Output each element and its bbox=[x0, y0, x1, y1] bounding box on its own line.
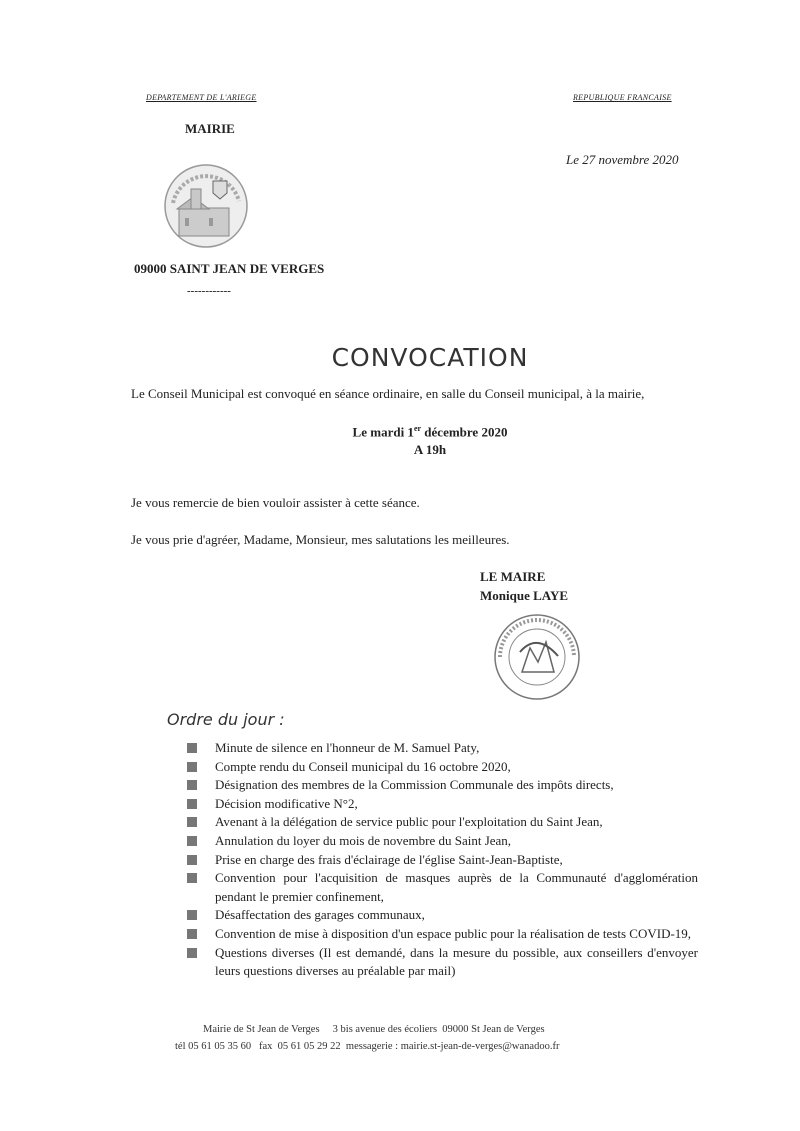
square-bullet-icon bbox=[187, 910, 197, 920]
agenda-title: Ordre du jour : bbox=[167, 710, 285, 729]
agenda-item-text: Minute de silence en l'honneur de M. Samuel Paty, bbox=[215, 740, 480, 755]
agenda-item-text: Décision modificative N°2, bbox=[215, 795, 358, 811]
agenda-item-text: Désaffectation des garages communaux, bbox=[215, 907, 425, 923]
square-bullet-icon bbox=[187, 873, 197, 883]
agenda-item-text: Prise en charge des frais d'éclairage de l'église Saint-Jean-Baptiste, bbox=[215, 851, 563, 867]
agenda-item-text: Désignation des membres de la Commission Communale des impôts directs, bbox=[215, 777, 614, 793]
meeting-date bbox=[0, 424, 800, 440]
signature-name: Monique LAYE bbox=[480, 588, 569, 603]
town-logo bbox=[163, 163, 249, 249]
separator: ------------ bbox=[187, 285, 231, 297]
agenda-item bbox=[187, 832, 698, 851]
church-seal-icon bbox=[163, 163, 249, 249]
agenda-item bbox=[187, 739, 698, 758]
thanks-paragraph: Je vous remercie de bien vouloir assister à cette séance. bbox=[131, 495, 420, 510]
meeting-month: décembre 2020 bbox=[421, 424, 508, 440]
agenda-item bbox=[187, 776, 698, 795]
agenda-item-text: Convention de mise à disposition d'un espace public pour la réalisation de tests COVID-19, bbox=[215, 925, 692, 941]
square-bullet-icon bbox=[187, 780, 197, 790]
agenda-item bbox=[187, 813, 698, 832]
agenda-item bbox=[187, 869, 698, 906]
agenda-item-text: Questions diverses (Il est demandé, dans la mesure du possible, aux conseillers d'envoyer leurs questions diverses au préalable par mail) bbox=[215, 944, 698, 979]
intro-paragraph: Le Conseil Municipal est convoqué en séance ordinaire, en salle du Conseil municipal, à la mairie, bbox=[131, 386, 645, 401]
square-bullet-icon bbox=[187, 817, 197, 827]
agenda-item bbox=[187, 944, 698, 981]
agenda-item bbox=[187, 925, 698, 944]
document-title: CONVOCATION bbox=[331, 343, 529, 372]
stamp-seal-icon bbox=[492, 612, 582, 702]
agenda-item-text: Compte rendu du Conseil municipal du 16 octobre 2020, bbox=[215, 758, 511, 774]
agenda-item-text: Convention pour l'acquisition de masques auprès de la Communauté d'agglomération pendant le premier confinement, bbox=[215, 870, 698, 904]
footer-address: Mairie de St Jean de Verges 3 bis avenue des écoliers 09000 St Jean de Verges bbox=[203, 1024, 545, 1035]
department-label: DEPARTEMENT DE L'ARIEGE bbox=[146, 93, 257, 102]
agenda-item bbox=[187, 758, 698, 777]
agenda-item-text: Avenant à la délégation de service public pour l'exploitation du Saint Jean, bbox=[215, 814, 603, 830]
letter-date: Le 27 novembre 2020 bbox=[566, 152, 679, 167]
square-bullet-icon bbox=[187, 948, 197, 958]
signature-role: LE MAIRE bbox=[480, 569, 546, 584]
square-bullet-icon bbox=[187, 799, 197, 809]
agenda-item bbox=[187, 795, 698, 814]
square-bullet-icon bbox=[187, 855, 197, 865]
mairie-address: 09000 SAINT JEAN DE VERGES bbox=[134, 261, 325, 276]
meeting-time: A 19h bbox=[413, 442, 447, 457]
mairie-heading: MAIRIE bbox=[185, 121, 235, 136]
salutation-paragraph: Je vous prie d'agréer, Madame, Monsieur, mes salutations les meilleures. bbox=[131, 532, 510, 547]
meeting-day-sup: er bbox=[413, 424, 422, 433]
agenda-item bbox=[187, 851, 698, 870]
agenda-list bbox=[187, 739, 698, 981]
agenda-item bbox=[187, 906, 698, 925]
footer-contact: tél 05 61 05 35 60 fax 05 61 05 29 22 messagerie : mairie.st-jean-de-verges@wanadoo.fr bbox=[175, 1041, 560, 1052]
meeting-day: Le mardi 1 bbox=[352, 424, 414, 440]
square-bullet-icon bbox=[187, 762, 197, 772]
square-bullet-icon bbox=[187, 836, 197, 846]
mayor-stamp bbox=[492, 612, 582, 702]
square-bullet-icon bbox=[187, 743, 197, 753]
square-bullet-icon bbox=[187, 929, 197, 939]
agenda-item-text: Annulation du loyer du mois de novembre du Saint Jean, bbox=[215, 832, 512, 848]
republic-label: REPUBLIQUE FRANCAISE bbox=[573, 93, 672, 102]
